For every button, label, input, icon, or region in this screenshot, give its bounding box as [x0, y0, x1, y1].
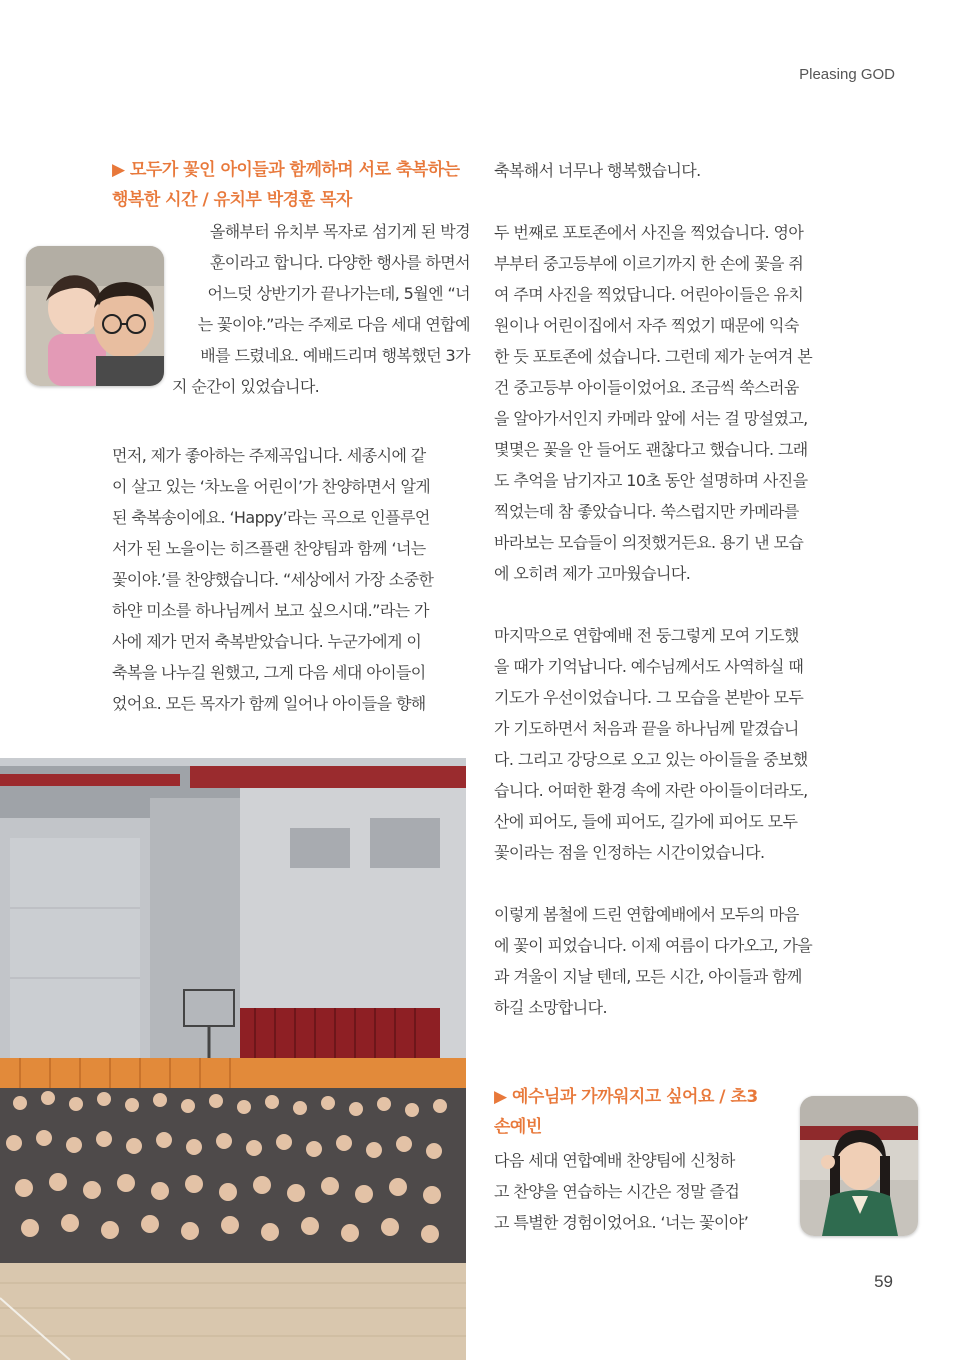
text-line: 여 주며 사진을 찍었답니다. 어린아이들은 유치: [494, 285, 804, 304]
text-line: 산에 피어도, 들에 피어도, 길가에 피어도 모두: [494, 812, 798, 831]
text-line: 고 찬양을 연습하는 시간은 정말 즐겁: [494, 1182, 740, 1201]
text-line: 배를 드렸네요. 예배드리며 행복했던 3가: [200, 346, 470, 365]
student-photo: [800, 1096, 918, 1236]
body-paragraph: [494, 620, 864, 868]
text-line: 을 때가 기억납니다. 예수님께서도 사역하실 때: [494, 657, 804, 676]
text-line: 도 추억을 남기자고 10초 동안 설명하며 사진을: [494, 471, 808, 490]
group-photo: [0, 758, 466, 1360]
body-paragraph-student: [494, 1145, 784, 1238]
text-line: 이 살고 있는 ‘차노을 어린이’가 찬양하면서 알게: [112, 477, 431, 496]
text-line: 꽃이야.’를 찬양했습니다. “세상에서 가장 소중한: [112, 570, 434, 589]
text-line: 어느덧 상반기가 끝나가는데, 5월엔 “너: [207, 284, 470, 303]
text-line: 축복을 나누길 원했고, 그게 다음 세대 아이들이: [112, 663, 426, 682]
text-line: 훈이라고 합니다. 다양한 행사를 하면서: [209, 253, 470, 272]
text-line: 이렇게 봄철에 드린 연합예배에서 모두의 마음: [494, 905, 799, 924]
body-paragraph: [494, 899, 864, 1023]
text-line: 찍었는데 참 좋았습니다. 쑥스럽지만 카메라를: [494, 502, 799, 521]
text-line: 하길 소망합니다.: [494, 998, 607, 1017]
text-line: 을 알아가서인지 카메라 앞에 서는 걸 망설였고,: [494, 409, 808, 428]
text-line: 에 꽃이 피었습니다. 이제 여름이 다가오고, 가을: [494, 936, 813, 955]
text-line: 과 겨울이 지날 텐데, 모든 시간, 아이들과 함께: [494, 967, 802, 986]
text-line: 에 오히려 제가 고마웠습니다.: [494, 564, 691, 583]
article-heading-2: [494, 1082, 794, 1142]
text-line: 하얀 미소를 하나님께서 보고 싶으시대.”라는 가: [112, 601, 429, 620]
text-line: 한 듯 포토존에 섰습니다. 그런데 제가 눈여겨 본: [494, 347, 813, 366]
text-line: 다. 그리고 강당으로 오고 있는 아이들을 중보했: [494, 750, 808, 769]
heading-line: 행복한 시간 / 유치부 박경훈 목자: [112, 190, 352, 210]
text-line: 몇몇은 꽃을 안 들어도 괜찮다고 했습니다. 그래: [494, 440, 808, 459]
text-line: 는 꽃이야.”라는 주제로 다음 세대 연합예: [197, 315, 470, 334]
text-line: 부부터 중고등부에 이르기까지 한 손에 꽃을 쥐: [494, 254, 804, 273]
text-line: 습니다. 어떠한 환경 속에 자란 아이들이더라도,: [494, 781, 808, 800]
left-column: [112, 155, 472, 215]
text-line: 먼저, 제가 좋아하는 주제곡입니다. 세종시에 같: [112, 446, 426, 465]
text-line: 다음 세대 연합예배 찬양팀에 신청하: [494, 1151, 735, 1170]
heading-line: ▶ 예수님과 가까워지고 싶어요 / 초3: [494, 1087, 758, 1107]
right-column: [494, 155, 864, 1023]
text-line: 원이나 어린이집에서 자주 찍었기 때문에 익숙: [494, 316, 799, 335]
text-line: 서가 된 노을이는 히즈플랜 찬양팀과 함께 ‘너는: [112, 539, 426, 558]
page-number: 59: [874, 1272, 893, 1291]
text-line: 기도가 우선이었습니다. 그 모습을 본받아 모두: [494, 688, 804, 707]
intro-paragraph: [160, 216, 470, 402]
text-line: 지 순간이 있었습니다.: [172, 377, 320, 396]
text-line: 었어요. 모든 목자가 함께 일어나 아이들을 향해: [112, 694, 426, 713]
body-paragraph: [494, 217, 864, 589]
text-line: 꽃이라는 점을 인정하는 시간이었습니다.: [494, 843, 765, 862]
pastor-photo: [26, 246, 164, 386]
heading-line: 손예빈: [494, 1117, 542, 1137]
heading-line: ▶ 모두가 꽃인 아이들과 함께하며 서로 축복하는: [112, 160, 460, 180]
text-line: 마지막으로 연합예배 전 둥그렇게 모여 기도했: [494, 626, 799, 645]
text-line: 두 번째로 포토존에서 사진을 찍었습니다. 영아: [494, 223, 804, 242]
text-line: 고 특별한 경험이었어요. ‘너는 꽃이야’: [494, 1213, 749, 1232]
text-line: 가 기도하면서 처음과 끝을 하나님께 맡겼습니: [494, 719, 799, 738]
article-heading-1: [112, 155, 472, 215]
text-line: 올해부터 유치부 목자로 섬기게 된 박경: [209, 222, 470, 241]
text-line: 사에 제가 먼저 축복받았습니다. 누군가에게 이: [112, 632, 422, 651]
text-line: 된 축복송이에요. ‘Happy’라는 곡으로 인플루언: [112, 508, 430, 527]
text-line: 축복해서 너무나 행복했습니다.: [494, 161, 701, 180]
body-paragraph-left: [112, 440, 472, 719]
text-line: 바라보는 모습들이 의젓했거든요. 용기 낸 모습: [494, 533, 804, 552]
text-line: 건 중고등부 아이들이었어요. 조금씩 쑥스러움: [494, 378, 799, 397]
section-label: Pleasing GOD: [799, 66, 895, 83]
